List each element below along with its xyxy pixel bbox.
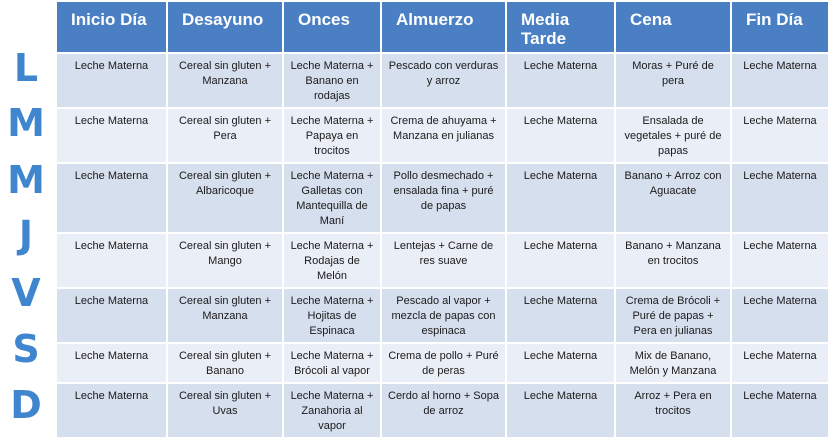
table-cell: Leche Materna + Papaya en trocitos <box>284 109 380 162</box>
table-cell: Leche Materna <box>732 164 828 232</box>
table-cell: Pollo desmechado + ensalada fina + puré de papas <box>382 164 505 232</box>
table-cell: Leche Materna <box>732 109 828 162</box>
table-cell: Pescado con verduras y arroz <box>382 54 505 107</box>
table-row <box>57 384 828 437</box>
table-cell: Crema de Brócoli + Puré de papas + Pera en julianas <box>616 289 730 342</box>
table-cell: Banano + Manzana en trocitos <box>616 234 730 287</box>
table-cell: Leche Materna <box>57 344 166 382</box>
table-cell: Leche Materna + Rodajas de Melón <box>284 234 380 287</box>
header-desayuno: Desayuno <box>168 2 282 52</box>
table-cell: Leche Materna <box>507 54 614 107</box>
table-cell: Leche Materna <box>732 344 828 382</box>
table-cell: Leche Materna + Brócoli al vapor <box>284 344 380 382</box>
header-onces: Onces <box>284 2 380 52</box>
table-cell: Cereal sin gluten + Pera <box>168 109 282 162</box>
table-cell: Crema de ahuyama + Manzana en julianas <box>382 109 505 162</box>
table-cell: Cereal sin gluten + Uvas <box>168 384 282 437</box>
table-cell: Leche Materna <box>732 234 828 287</box>
table-cell: Banano + Arroz con Aguacate <box>616 164 730 232</box>
table-cell: Leche Materna + Zanahoria al vapor <box>284 384 380 437</box>
table-cell: Leche Materna <box>57 164 166 232</box>
table-cell: Leche Materna <box>507 289 614 342</box>
table-cell: Leche Materna <box>507 109 614 162</box>
day-letter-viernes: V <box>11 271 41 315</box>
table-cell: Cereal sin gluten + Manzana <box>168 289 282 342</box>
table-cell: Cereal sin gluten + Mango <box>168 234 282 287</box>
table-cell: Leche Materna <box>57 109 166 162</box>
table-cell: Ensalada de vegetales + puré de papas <box>616 109 730 162</box>
table-cell: Arroz + Pera en trocitos <box>616 384 730 437</box>
table-cell: Leche Materna <box>732 384 828 437</box>
table-row <box>57 289 828 342</box>
table-cell: Leche Materna <box>507 344 614 382</box>
table-row <box>57 344 828 382</box>
day-letter-lunes: L <box>13 46 39 90</box>
table-cell: Leche Materna <box>507 384 614 437</box>
table-cell: Leche Materna + Galletas con Mantequilla de Maní <box>284 164 380 232</box>
table-cell: Leche Materna <box>732 54 828 107</box>
table-cell: Cereal sin gluten + Albaricoque <box>168 164 282 232</box>
day-letter-domingo: D <box>10 383 42 427</box>
table-row <box>57 54 828 107</box>
table-cell: Cerdo al horno + Sopa de arroz <box>382 384 505 437</box>
table-cell: Cereal sin gluten + Banano <box>168 344 282 382</box>
header-almuerzo: Almuerzo <box>382 2 505 52</box>
table-cell: Moras + Puré de pera <box>616 54 730 107</box>
table-cell: Leche Materna <box>507 234 614 287</box>
day-letter-martes: M <box>7 101 45 145</box>
table-row <box>57 234 828 287</box>
table-cell: Crema de pollo + Puré de peras <box>382 344 505 382</box>
table-cell: Leche Materna + Hojitas de Espinaca <box>284 289 380 342</box>
table-cell: Leche Materna <box>732 289 828 342</box>
table-cell: Pescado al vapor + mezcla de papas con espinaca <box>382 289 505 342</box>
header-inicio-dia: Inicio Día <box>57 2 166 52</box>
header-fin-dia: Fin Día <box>732 2 828 52</box>
table-cell: Mix de Banano, Melón y Manzana <box>616 344 730 382</box>
day-letter-sabado: S <box>12 327 40 371</box>
table-cell: Leche Materna <box>57 289 166 342</box>
table-cell: Lentejas + Carne de res suave <box>382 234 505 287</box>
meal-plan-table <box>55 0 830 439</box>
header-row <box>57 2 828 52</box>
day-letter-miercoles: M <box>7 158 45 202</box>
table-cell: Leche Materna <box>507 164 614 232</box>
day-letter-jueves: J <box>18 213 34 257</box>
table-row <box>57 109 828 162</box>
table-cell: Leche Materna <box>57 234 166 287</box>
table-row <box>57 164 828 232</box>
table-cell: Cereal sin gluten + Manzana <box>168 54 282 107</box>
header-cena: Cena <box>616 2 730 52</box>
table-cell: Leche Materna <box>57 384 166 437</box>
table-cell: Leche Materna + Banano en rodajas <box>284 54 380 107</box>
table-cell: Leche Materna <box>57 54 166 107</box>
header-media-tarde: Media Tarde <box>507 2 614 52</box>
